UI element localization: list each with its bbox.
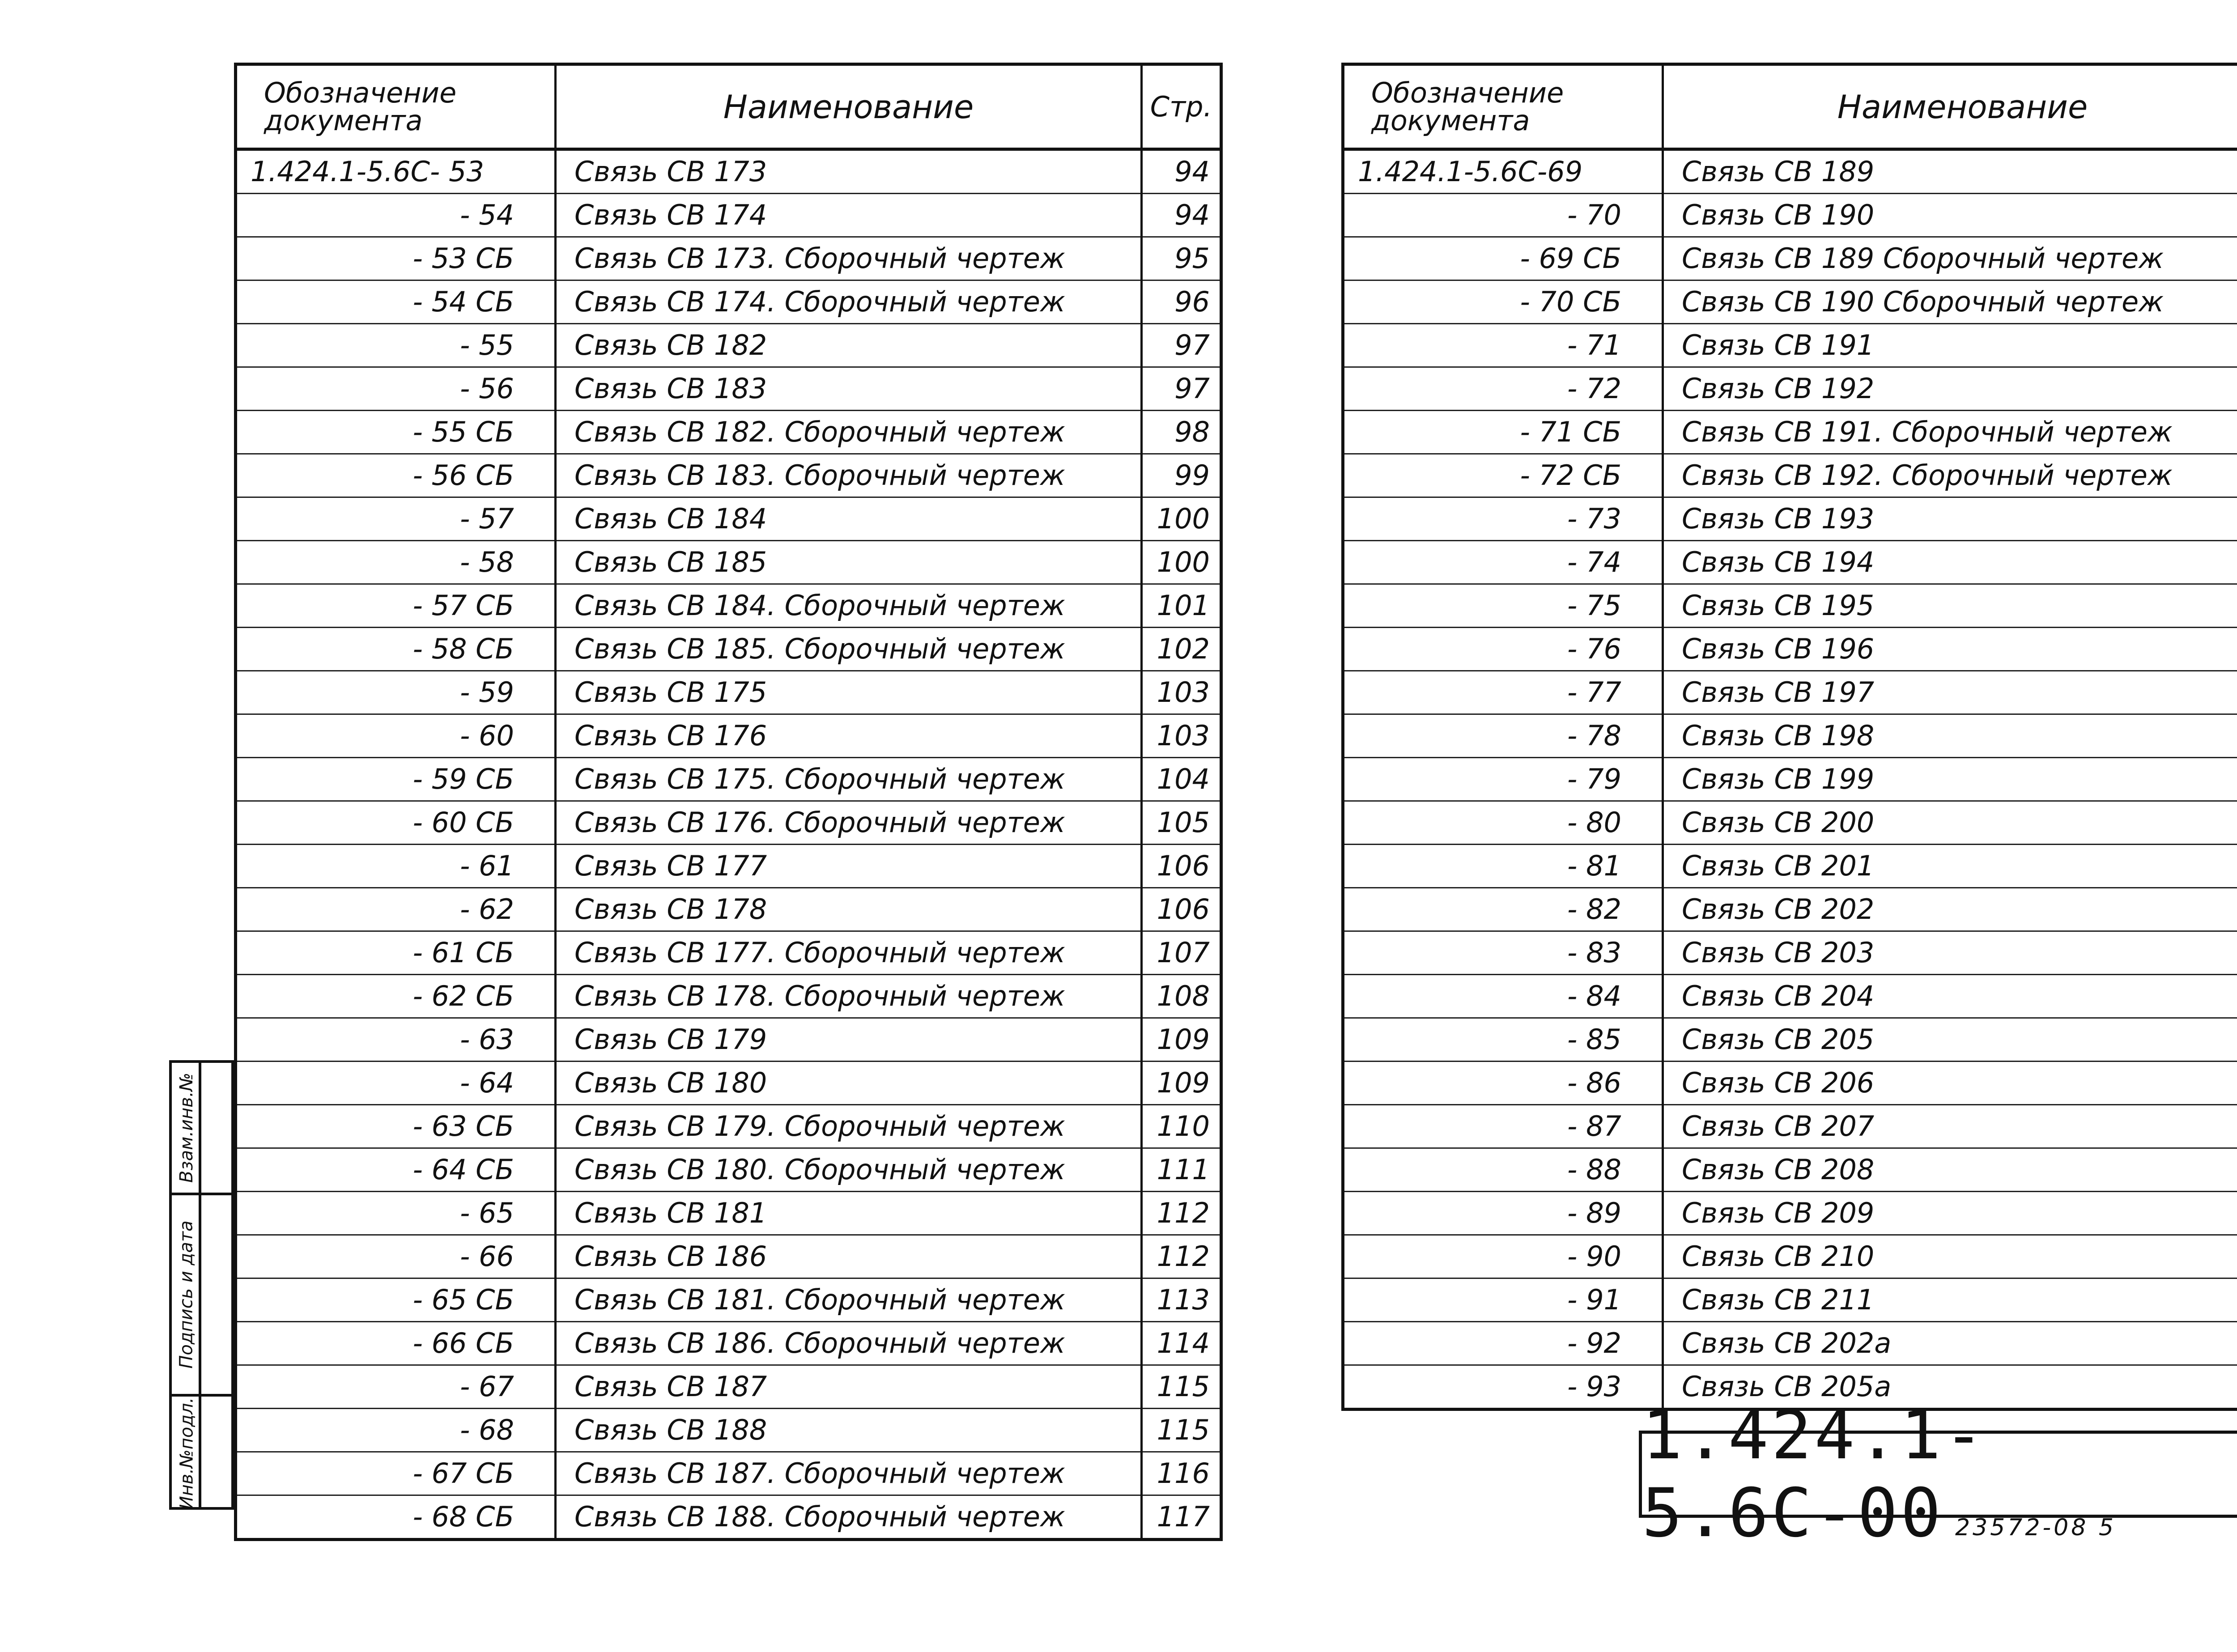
page-cell: 98 — [1142, 411, 1221, 454]
doc-code-cell: - 59 — [236, 671, 556, 714]
table-row — [236, 1062, 1221, 1105]
table-row — [236, 149, 1221, 194]
doc-code-cell: - 74 — [1343, 541, 1663, 584]
margin-stamp — [169, 1060, 234, 1510]
doc-code-cell: - 57 СБ — [236, 584, 556, 628]
doc-name-cell: Связь СВ 173. Сборочный чертеж — [556, 237, 1142, 280]
doc-name-cell: Связь СВ 192 — [1663, 367, 2237, 411]
table-row — [236, 584, 1221, 628]
table-row — [236, 671, 1221, 714]
doc-name-cell: Связь СВ 186. Сборочный чертеж — [556, 1322, 1142, 1365]
table-row — [1343, 931, 2237, 975]
header-designation: Обозначение документа — [236, 64, 556, 149]
doc-name-cell: Связь СВ 201 — [1663, 845, 2237, 888]
table-row — [1343, 541, 2237, 584]
doc-name-cell: Связь СВ 209 — [1663, 1192, 2237, 1235]
doc-code-cell: - 62 — [236, 888, 556, 931]
table-row — [236, 1495, 1221, 1540]
table-row — [1343, 628, 2237, 671]
doc-code-cell: - 78 — [1343, 714, 1663, 758]
table-row — [236, 801, 1221, 845]
doc-name-cell: Связь СВ 175. Сборочный чертеж — [556, 758, 1142, 801]
table-row — [1343, 584, 2237, 628]
page-cell: 97 — [1142, 324, 1221, 367]
table-row — [236, 1452, 1221, 1495]
doc-name-cell: Связь СВ 194 — [1663, 541, 2237, 584]
doc-code-cell: - 55 — [236, 324, 556, 367]
table-row — [236, 1409, 1221, 1452]
doc-code-cell: - 68 — [236, 1409, 556, 1452]
doc-code-cell: - 84 — [1343, 975, 1663, 1018]
table-row — [1343, 149, 2237, 194]
doc-name-cell: Связь СВ 205а — [1663, 1365, 2237, 1410]
doc-name-cell: Связь СВ 178. Сборочный чертеж — [556, 975, 1142, 1018]
table-row — [236, 1192, 1221, 1235]
doc-code-cell: - 87 — [1343, 1105, 1663, 1148]
doc-name-cell: Связь СВ 173 — [556, 149, 1142, 194]
doc-code-cell: - 63 — [236, 1018, 556, 1062]
doc-code-cell: - 92 — [1343, 1322, 1663, 1365]
doc-name-cell: Связь СВ 177 — [556, 845, 1142, 888]
doc-code-cell: - 68 СБ — [236, 1495, 556, 1540]
doc-name-cell: Связь СВ 200 — [1663, 801, 2237, 845]
table-row — [236, 280, 1221, 324]
doc-code-cell: - 80 — [1343, 801, 1663, 845]
table-row — [236, 237, 1221, 280]
doc-code-cell: - 57 — [236, 497, 556, 541]
page-cell: 104 — [1142, 758, 1221, 801]
table-row — [236, 1018, 1221, 1062]
doc-name-cell: Связь СВ 181 — [556, 1192, 1142, 1235]
doc-name-cell: Связь СВ 198 — [1663, 714, 2237, 758]
table-row — [236, 497, 1221, 541]
doc-name-cell: Связь СВ 176. Сборочный чертеж — [556, 801, 1142, 845]
doc-name-cell: Связь СВ 176 — [556, 714, 1142, 758]
doc-name-cell: Связь СВ 186 — [556, 1235, 1142, 1278]
doc-name-cell: Связь СВ 180. Сборочный чертеж — [556, 1148, 1142, 1192]
doc-name-cell: Связь СВ 202а — [1663, 1322, 2237, 1365]
doc-name-cell: Связь СВ 191 — [1663, 324, 2237, 367]
page-cell: 106 — [1142, 845, 1221, 888]
doc-code-cell: - 64 — [236, 1062, 556, 1105]
doc-name-cell: Связь СВ 191. Сборочный чертеж — [1663, 411, 2237, 454]
page-cell: 107 — [1142, 931, 1221, 975]
table-row — [236, 845, 1221, 888]
doc-code-cell: - 93 — [1343, 1365, 1663, 1410]
doc-name-cell: Связь СВ 196 — [1663, 628, 2237, 671]
doc-code-cell: - 65 СБ — [236, 1278, 556, 1322]
doc-name-cell: Связь СВ 206 — [1663, 1062, 2237, 1105]
header-name: Наименование — [1663, 64, 2237, 149]
doc-name-cell: Связь СВ 179 — [556, 1018, 1142, 1062]
table-row — [236, 324, 1221, 367]
page-cell: 96 — [1142, 280, 1221, 324]
doc-code-cell: 1.424.1-5.6С-69 — [1343, 149, 1663, 194]
page-cell: 114 — [1142, 1322, 1221, 1365]
doc-name-cell: Связь СВ 190 Сборочный чертеж — [1663, 280, 2237, 324]
header-page: Стр. — [1142, 64, 1221, 149]
doc-code-cell: - 56 — [236, 367, 556, 411]
page-cell: 113 — [1142, 1278, 1221, 1322]
doc-code-cell: - 70 — [1343, 194, 1663, 237]
doc-code-cell: - 89 — [1343, 1192, 1663, 1235]
table-row — [236, 454, 1221, 497]
table-row — [1343, 801, 2237, 845]
doc-code-cell: - 85 — [1343, 1018, 1663, 1062]
doc-name-cell: Связь СВ 211 — [1663, 1278, 2237, 1322]
doc-code-cell: - 60 — [236, 714, 556, 758]
table-row — [1343, 975, 2237, 1018]
doc-name-cell: Связь СВ 199 — [1663, 758, 2237, 801]
doc-code-cell: - 56 СБ — [236, 454, 556, 497]
table-row — [1343, 194, 2237, 237]
stamp-label-signature-date: Подпись и дата — [176, 1220, 197, 1369]
table-body-left — [236, 149, 1221, 1540]
doc-name-cell: Связь СВ 183. Сборочный чертеж — [556, 454, 1142, 497]
table-row — [236, 1105, 1221, 1148]
doc-code-cell: - 77 — [1343, 671, 1663, 714]
page-cell: 109 — [1142, 1062, 1221, 1105]
doc-name-cell: Связь СВ 174 — [556, 194, 1142, 237]
page-cell: 116 — [1142, 1452, 1221, 1495]
doc-name-cell: Связь СВ 195 — [1663, 584, 2237, 628]
doc-code-cell: - 76 — [1343, 628, 1663, 671]
doc-name-cell: Связь СВ 188 — [556, 1409, 1142, 1452]
doc-code-cell: - 65 — [236, 1192, 556, 1235]
doc-name-cell: Связь СВ 174. Сборочный чертеж — [556, 280, 1142, 324]
archive-number: 23572-08 5 — [1955, 1514, 2116, 1541]
table-row — [236, 194, 1221, 237]
doc-code-cell: - 73 — [1343, 497, 1663, 541]
doc-code-cell: - 81 — [1343, 845, 1663, 888]
doc-name-cell: Связь СВ 182. Сборочный чертеж — [556, 411, 1142, 454]
doc-code-cell: - 66 СБ — [236, 1322, 556, 1365]
stamp-label-original-inventory: Инв.№подл. — [176, 1397, 197, 1509]
table-row — [1343, 367, 2237, 411]
page-cell: 100 — [1142, 541, 1221, 584]
page-cell: 103 — [1142, 714, 1221, 758]
table-row — [236, 1322, 1221, 1365]
table-row — [236, 714, 1221, 758]
header-name: Наименование — [556, 64, 1142, 149]
doc-name-cell: Связь СВ 185 — [556, 541, 1142, 584]
doc-code-cell: - 71 — [1343, 324, 1663, 367]
contents-table-right — [1341, 63, 2237, 1411]
doc-code-cell: - 79 — [1343, 758, 1663, 801]
table-row — [236, 931, 1221, 975]
page-cell: 112 — [1142, 1192, 1221, 1235]
doc-name-cell: Связь СВ 189 — [1663, 149, 2237, 194]
table-row — [236, 1235, 1221, 1278]
page-cell: 111 — [1142, 1148, 1221, 1192]
page-cell: 97 — [1142, 367, 1221, 411]
table-row — [1343, 1192, 2237, 1235]
page-cell: 106 — [1142, 888, 1221, 931]
table-row — [236, 1278, 1221, 1322]
table-row — [1343, 1105, 2237, 1148]
doc-code-cell: - 59 СБ — [236, 758, 556, 801]
doc-code-cell: - 67 — [236, 1365, 556, 1409]
table-row — [1343, 758, 2237, 801]
table-row — [236, 975, 1221, 1018]
doc-name-cell: Связь СВ 193 — [1663, 497, 2237, 541]
table-row — [236, 411, 1221, 454]
doc-code-cell: - 64 СБ — [236, 1148, 556, 1192]
table-row — [1343, 454, 2237, 497]
doc-code-cell: - 58 СБ — [236, 628, 556, 671]
page-cell: 115 — [1142, 1409, 1221, 1452]
table-row — [1343, 1235, 2237, 1278]
doc-name-cell: Связь СВ 192. Сборочный чертеж — [1663, 454, 2237, 497]
doc-code-cell: 1.424.1-5.6С- 53 — [236, 149, 556, 194]
doc-code-cell: - 72 СБ — [1343, 454, 1663, 497]
table-body-right — [1343, 149, 2237, 1410]
doc-name-cell: Связь СВ 208 — [1663, 1148, 2237, 1192]
doc-name-cell: Связь СВ 180 — [556, 1062, 1142, 1105]
doc-name-cell: Связь СВ 187 — [556, 1365, 1142, 1409]
page-cell: 102 — [1142, 628, 1221, 671]
doc-name-cell: Связь СВ 188. Сборочный чертеж — [556, 1495, 1142, 1540]
table-row — [1343, 1018, 2237, 1062]
page-cell: 103 — [1142, 671, 1221, 714]
table-row — [1343, 324, 2237, 367]
page-cell: 94 — [1142, 149, 1221, 194]
doc-name-cell: Связь СВ 182 — [556, 324, 1142, 367]
doc-name-cell: Связь СВ 179. Сборочный чертеж — [556, 1105, 1142, 1148]
table-row — [236, 628, 1221, 671]
table-row — [1343, 845, 2237, 888]
doc-name-cell: Связь СВ 187. Сборочный чертеж — [556, 1452, 1142, 1495]
table-row — [1343, 411, 2237, 454]
table-row — [1343, 1148, 2237, 1192]
doc-name-cell: Связь СВ 203 — [1663, 931, 2237, 975]
doc-name-cell: Связь СВ 210 — [1663, 1235, 2237, 1278]
doc-code-cell: - 63 СБ — [236, 1105, 556, 1148]
page-cell: 100 — [1142, 497, 1221, 541]
doc-name-cell: Связь СВ 207 — [1663, 1105, 2237, 1148]
page-cell: 109 — [1142, 1018, 1221, 1062]
stamp-label-replacement-inventory: Взам.инв.№ — [176, 1072, 197, 1183]
doc-name-cell: Связь СВ 202 — [1663, 888, 2237, 931]
page-cell: 115 — [1142, 1365, 1221, 1409]
table-row — [1343, 497, 2237, 541]
doc-code-cell: - 66 — [236, 1235, 556, 1278]
header-designation: Обозначение документа — [1343, 64, 1663, 149]
doc-code-cell: - 61 СБ — [236, 931, 556, 975]
doc-code-cell: - 62 СБ — [236, 975, 556, 1018]
doc-name-cell: Связь СВ 181. Сборочный чертеж — [556, 1278, 1142, 1322]
table-row — [236, 888, 1221, 931]
table-row — [1343, 714, 2237, 758]
table-row — [1343, 237, 2237, 280]
table-row — [1343, 671, 2237, 714]
table-row — [236, 758, 1221, 801]
doc-name-cell: Связь СВ 183 — [556, 367, 1142, 411]
page-cell: 95 — [1142, 237, 1221, 280]
page-cell: 108 — [1142, 975, 1221, 1018]
doc-code-cell: - 55 СБ — [236, 411, 556, 454]
doc-code-cell: - 67 СБ — [236, 1452, 556, 1495]
doc-name-cell: Связь СВ 184 — [556, 497, 1142, 541]
page-cell: 112 — [1142, 1235, 1221, 1278]
table-row — [1343, 888, 2237, 931]
doc-code-cell: - 61 — [236, 845, 556, 888]
page-cell: 117 — [1142, 1495, 1221, 1540]
doc-code-cell: - 70 СБ — [1343, 280, 1663, 324]
contents-table-left — [234, 63, 1223, 1541]
doc-code-cell: - 83 — [1343, 931, 1663, 975]
doc-name-cell: Связь СВ 205 — [1663, 1018, 2237, 1062]
table-row — [1343, 280, 2237, 324]
table-row — [1343, 1062, 2237, 1105]
page-cell: 110 — [1142, 1105, 1221, 1148]
doc-code-cell: - 75 — [1343, 584, 1663, 628]
table-row — [1343, 1322, 2237, 1365]
doc-code-cell: - 90 — [1343, 1235, 1663, 1278]
table-row — [236, 367, 1221, 411]
doc-code-cell: - 86 — [1343, 1062, 1663, 1105]
doc-code-cell: - 82 — [1343, 888, 1663, 931]
doc-code-cell: - 72 — [1343, 367, 1663, 411]
page-cell: 94 — [1142, 194, 1221, 237]
doc-code-cell: - 53 СБ — [236, 237, 556, 280]
doc-code-cell: - 60 СБ — [236, 801, 556, 845]
doc-code-cell: - 71 СБ — [1343, 411, 1663, 454]
page-cell: 99 — [1142, 454, 1221, 497]
doc-code-cell: - 58 — [236, 541, 556, 584]
page-cell: 105 — [1142, 801, 1221, 845]
doc-name-cell: Связь СВ 190 — [1663, 194, 2237, 237]
doc-name-cell: Связь СВ 175 — [556, 671, 1142, 714]
doc-name-cell: Связь СВ 197 — [1663, 671, 2237, 714]
doc-code-cell: - 54 — [236, 194, 556, 237]
doc-name-cell: Связь СВ 204 — [1663, 975, 2237, 1018]
doc-code-cell: - 69 СБ — [1343, 237, 1663, 280]
doc-name-cell: Связь СВ 189 Сборочный чертеж — [1663, 237, 2237, 280]
doc-code-cell: - 88 — [1343, 1148, 1663, 1192]
page-cell: 101 — [1142, 584, 1221, 628]
table-row — [236, 1365, 1221, 1409]
doc-name-cell: Связь СВ 177. Сборочный чертеж — [556, 931, 1142, 975]
doc-name-cell: Связь СВ 178 — [556, 888, 1142, 931]
doc-code-cell: - 54 СБ — [236, 280, 556, 324]
doc-code-cell: - 91 — [1343, 1278, 1663, 1322]
table-row — [236, 541, 1221, 584]
table-row — [1343, 1278, 2237, 1322]
document-code: 1.424.1-5.6С-00 — [1642, 1434, 2237, 1515]
doc-name-cell: Связь СВ 184. Сборочный чертеж — [556, 584, 1142, 628]
doc-name-cell: Связь СВ 185. Сборочный чертеж — [556, 628, 1142, 671]
table-row — [236, 1148, 1221, 1192]
